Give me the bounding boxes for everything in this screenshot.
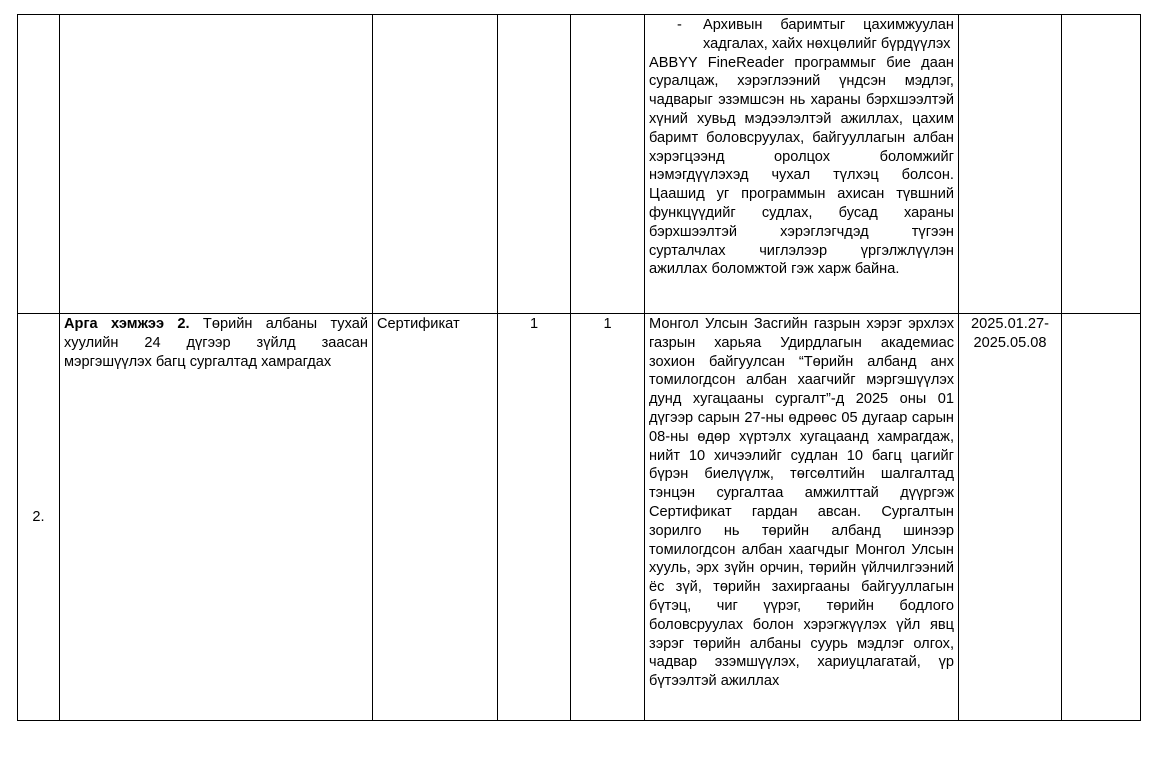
- row-number-cell: [18, 15, 60, 314]
- result-type-cell: [373, 15, 498, 314]
- result-type-cell: Сертификат: [373, 314, 498, 721]
- actual-cell: 1: [571, 314, 645, 721]
- report-table: [17, 14, 1141, 721]
- measure-cell: [60, 314, 373, 721]
- description-cell: [645, 15, 959, 314]
- date-to: 2025.05.08: [973, 334, 1047, 351]
- description-text: ABBYY FineReader программыг бие даан суралцаж, хэрэглээний үндсэн мэдлэг, чадварыг эзэмшсэн нь хараны бэрхшээлтэй хүний хувьд мэдээлэлтэй ажиллах, цахим баримт боловсруулах, байгууллагын албан хэрэгцээнд оролцох боломжийг нэмэгдүүлэхэд чухал түлхэц болсон. Цаашид уг программын ахисан түвшний функцүүдийг судлах, бусад хараны бэрхшээлтэй хэрэглэгчдэд түгээн сурталчлах чиглэлээр үргэлжлүүлэн ажиллах боломжтой гэж харж байна.: [649, 54, 954, 278]
- bullet-list-item: [677, 16, 954, 54]
- measure-cell: [60, 15, 373, 314]
- row-number-cell: 2.: [18, 314, 60, 721]
- note-cell: [1062, 314, 1141, 721]
- date-cell: [959, 15, 1062, 314]
- date-cell: [959, 314, 1062, 721]
- actual-cell: [571, 15, 645, 314]
- table-row: [18, 314, 1141, 721]
- planned-cell: [498, 15, 571, 314]
- table-row: [18, 15, 1141, 314]
- date-from: 2025.01.27-: [971, 316, 1049, 332]
- planned-cell: 1: [498, 314, 571, 721]
- description-text: Монгол Улсын Засгийн газрын хэрэг эрхлэх газрын харьяа Удирдлагын академиас зохион байгуулсан “Төрийн албанд анх томилогдсон албан хаагчийг мэргэшүүлэх дунд хугацааны сургалт”-д 2025 оны 01 дүгээр сарын 27-ны өдрөөс 05 дугаар сарын 08-ны өдөр хүртэлх хугацаанд хамрагдаж, нийт 10 хичээлийг судлан 10 багц цагийг бүрэн биелүүлж, төгсөлтийн шалгалтад тэнцэн сургалтаа амжилттай дүүргэж Сертификат гардан авсан. Сургалтын зорилго нь төрийн албанд шинээр томилогдсон албан хаагчдыг Монгол Улсын хууль, эрх зүйн орчин, төрийн үйлчилгээний ёс зүй, төрийн захиргааны байгууллагын бүтэц, чиг үүрэг, төрийн бодлого боловсруулах болон хэрэгжүүлэх үйл явц зэрэг төрийн албаны суурь мэдлэг олгох, чадвар эзэмшүүлэх, хариуцлагатай, үр бүтээлтэй ажиллах: [649, 316, 954, 690]
- measure-title: Арга хэмжээ 2.: [64, 316, 190, 332]
- measure-text: Төрийн албаны тухай хуулийн 24 дүгээр зүйлд заасан мэргэшүүлэх багц сургалтад хамрагдах: [64, 316, 369, 370]
- description-cell: [645, 314, 959, 721]
- bullet-text: Архивын баримтыг цахимжуулан хадгалах, хайх нөхцөлийг бүрдүүлэх: [703, 17, 954, 52]
- note-cell: [1062, 15, 1141, 314]
- dash-bullet: -: [677, 17, 682, 33]
